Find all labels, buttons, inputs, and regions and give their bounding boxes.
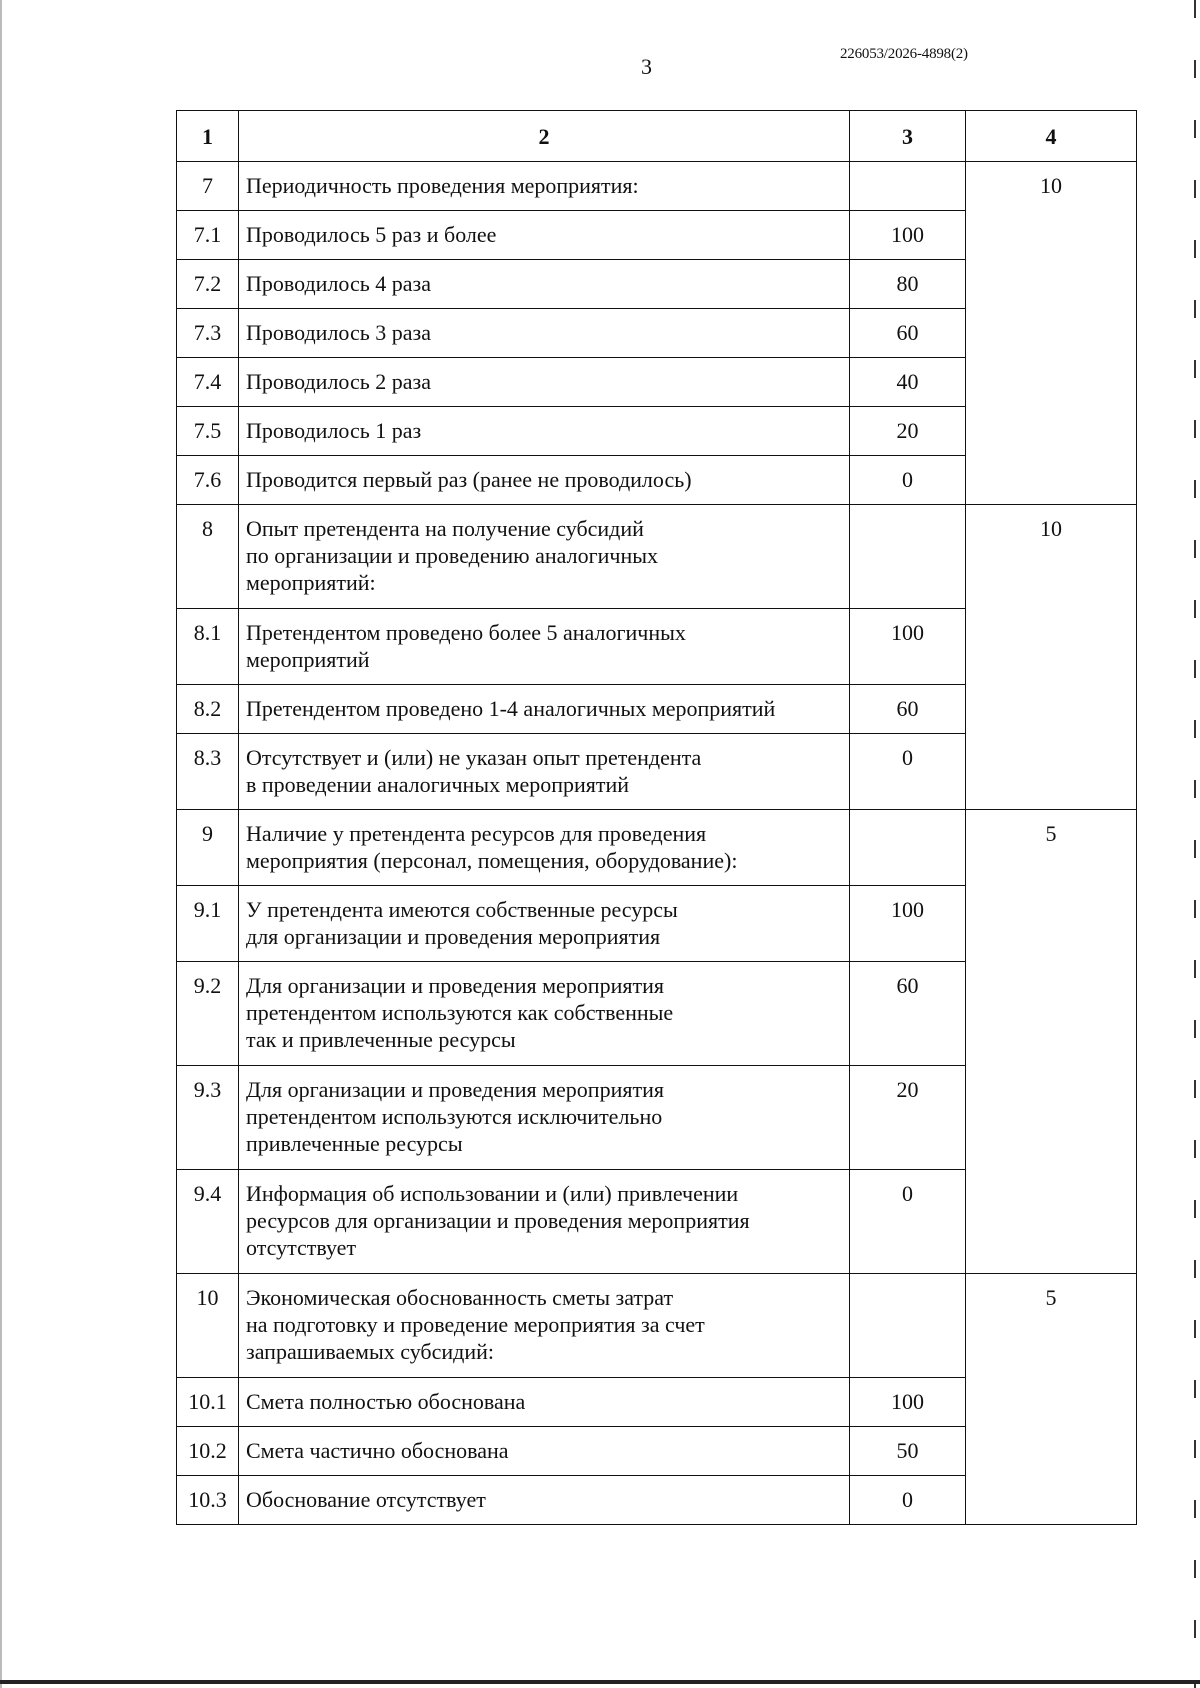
- subcriterion-text: Претендентом проведено 1-4 аналогичных мероприятий: [239, 685, 850, 734]
- subcriterion-number: 7.1: [177, 211, 239, 260]
- subcriterion-score: 80: [850, 260, 966, 309]
- subcriterion-number: 7.4: [177, 358, 239, 407]
- subcriterion-text: Проводилось 2 раза: [239, 358, 850, 407]
- criterion-text: Экономическая обоснованность сметы затрат на подготовку и проведение мероприятия за счет запрашиваемых субсидий:: [239, 1274, 850, 1378]
- subcriterion-score: 0: [850, 1170, 966, 1274]
- criterion-score-empty: [850, 505, 966, 609]
- subcriterion-number: 9.3: [177, 1066, 239, 1170]
- subcriterion-number: 7.3: [177, 309, 239, 358]
- table-header-row: [177, 111, 1137, 162]
- column-header: 2: [239, 111, 850, 162]
- subcriterion-number: 9.4: [177, 1170, 239, 1274]
- subcriterion-text: Информация об использовании и (или) привлечении ресурсов для организации и проведения мероприятия отсутствует: [239, 1170, 850, 1274]
- criterion-number: 10: [177, 1274, 239, 1378]
- subcriterion-text: Для организации и проведения мероприятия претендентом используются исключительно привлеченные ресурсы: [239, 1066, 850, 1170]
- subcriterion-score: 60: [850, 685, 966, 734]
- criterion-weight: 5: [966, 1274, 1137, 1525]
- criterion-text: Периодичность проведения мероприятия:: [239, 162, 850, 211]
- subcriterion-number: 10.1: [177, 1378, 239, 1427]
- subcriterion-score: 100: [850, 1378, 966, 1427]
- subcriterion-score: 0: [850, 456, 966, 505]
- subcriterion-score: 20: [850, 407, 966, 456]
- criterion-number: 8: [177, 505, 239, 609]
- subcriterion-text: Отсутствует и (или) не указан опыт претендента в проведении аналогичных мероприятий: [239, 734, 850, 810]
- criterion-text: Опыт претендента на получение субсидий по организации и проведению аналогичных мероприятий:: [239, 505, 850, 609]
- subcriterion-text: Смета полностью обоснована: [239, 1378, 850, 1427]
- criteria-body: [177, 162, 1137, 1525]
- criterion-row: [177, 505, 1137, 609]
- subcriterion-score: 0: [850, 1476, 966, 1525]
- subcriterion-number: 8.3: [177, 734, 239, 810]
- column-header: 3: [850, 111, 966, 162]
- subcriterion-score: 60: [850, 962, 966, 1066]
- criterion-row: [177, 1274, 1137, 1378]
- subcriterion-score: 60: [850, 309, 966, 358]
- subcriterion-number: 10.2: [177, 1427, 239, 1476]
- subcriterion-number: 7.6: [177, 456, 239, 505]
- subcriterion-text: Проводилось 1 раз: [239, 407, 850, 456]
- criterion-score-empty: [850, 810, 966, 886]
- document-reference: 226053/2026-4898(2): [840, 46, 968, 62]
- subcriterion-score: 100: [850, 886, 966, 962]
- subcriterion-number: 9.2: [177, 962, 239, 1066]
- column-header: 1: [177, 111, 239, 162]
- subcriterion-number: 7.2: [177, 260, 239, 309]
- criterion-text: Наличие у претендента ресурсов для проведения мероприятия (персонал, помещения, оборудование):: [239, 810, 850, 886]
- criterion-row: [177, 162, 1137, 211]
- subcriterion-score: 50: [850, 1427, 966, 1476]
- criterion-weight: 10: [966, 505, 1137, 810]
- criterion-number: 7: [177, 162, 239, 211]
- subcriterion-number: 10.3: [177, 1476, 239, 1525]
- subcriterion-text: У претендента имеются собственные ресурсы для организации и проведения мероприятия: [239, 886, 850, 962]
- subcriterion-text: Проводилось 4 раза: [239, 260, 850, 309]
- subcriterion-text: Проводилось 5 раз и более: [239, 211, 850, 260]
- subcriterion-score: 100: [850, 609, 966, 685]
- criterion-score-empty: [850, 1274, 966, 1378]
- subcriterion-score: 0: [850, 734, 966, 810]
- subcriterion-score: 100: [850, 211, 966, 260]
- scan-edge-right: [1194, 0, 1196, 1688]
- criterion-weight: 5: [966, 810, 1137, 1274]
- criterion-score-empty: [850, 162, 966, 211]
- scan-edge-bottom: [0, 1680, 1200, 1684]
- subcriterion-number: 8.2: [177, 685, 239, 734]
- subcriterion-text: Смета частично обоснована: [239, 1427, 850, 1476]
- subcriterion-text: Проводилось 3 раза: [239, 309, 850, 358]
- subcriterion-number: 8.1: [177, 609, 239, 685]
- criterion-number: 9: [177, 810, 239, 886]
- subcriterion-number: 9.1: [177, 886, 239, 962]
- criteria-table: [176, 110, 1137, 1525]
- criterion-row: [177, 810, 1137, 886]
- subcriterion-number: 7.5: [177, 407, 239, 456]
- subcriterion-score: 20: [850, 1066, 966, 1170]
- subcriterion-text: Для организации и проведения мероприятия претендентом используются как собственные так и привлеченные ресурсы: [239, 962, 850, 1066]
- page-number: 3: [641, 54, 652, 79]
- scan-edge-left: [0, 0, 2, 1688]
- column-header: 4: [966, 111, 1137, 162]
- criterion-weight: 10: [966, 162, 1137, 505]
- subcriterion-text: Обоснование отсутствует: [239, 1476, 850, 1525]
- subcriterion-text: Претендентом проведено более 5 аналогичных мероприятий: [239, 609, 850, 685]
- subcriterion-score: 40: [850, 358, 966, 407]
- subcriterion-text: Проводится первый раз (ранее не проводилось): [239, 456, 850, 505]
